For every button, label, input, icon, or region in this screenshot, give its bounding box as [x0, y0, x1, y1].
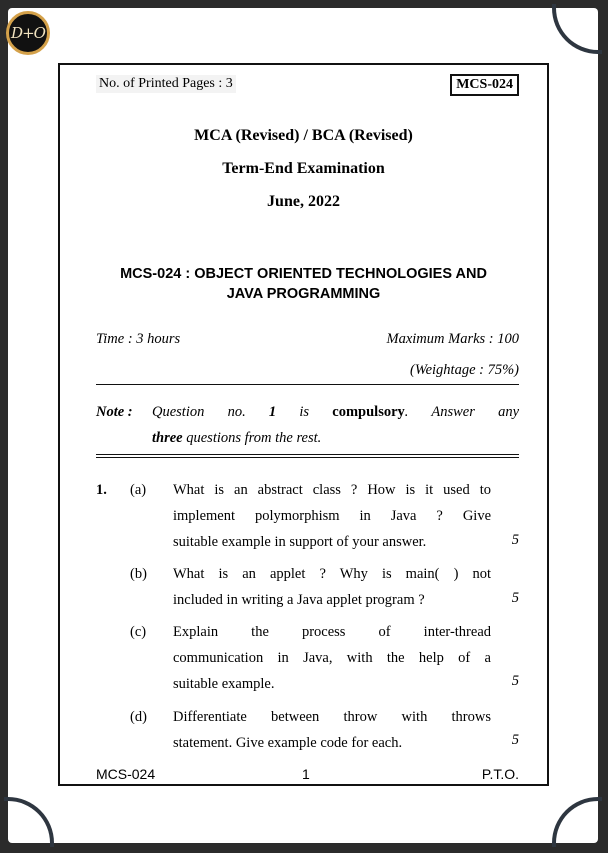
note-line-2 — [96, 425, 519, 451]
note-three: three — [152, 430, 183, 446]
note-label: Note : — [96, 404, 133, 420]
subject-title — [80, 264, 527, 304]
corner-decoration — [552, 797, 602, 847]
footer-paper-code: MCS-024 — [96, 766, 156, 782]
part-label-b: (b) — [130, 566, 147, 582]
page-number: 1 — [302, 766, 310, 782]
subject-line-2: JAVA PROGRAMMING — [226, 286, 381, 302]
part-label-a: (a) — [130, 482, 147, 498]
pto-label: P.T.O. — [481, 766, 519, 782]
part-a-text — [173, 477, 491, 555]
divider — [96, 457, 519, 458]
note-text: . Answer any — [404, 404, 520, 420]
question-number: 1. — [96, 482, 107, 498]
part-a-line: implement polymorphism in Java ? Give — [173, 508, 491, 524]
divider — [96, 384, 519, 385]
part-b-text — [173, 561, 491, 613]
exam-title: Term-End Examination — [222, 160, 385, 177]
time-allowed: Time : 3 hours — [96, 331, 181, 347]
part-b-line: included in writing a Java applet program ? — [173, 592, 425, 608]
exam-page-frame — [58, 63, 549, 786]
corner-decoration — [552, 4, 602, 54]
part-label-d: (d) — [130, 709, 147, 725]
corner-decoration — [4, 797, 54, 847]
part-d-line: Differentiate between throw with throws — [173, 709, 491, 725]
maximum-marks: Maximum Marks : 100 — [386, 331, 519, 347]
session-title: June, 2022 — [267, 193, 340, 210]
part-b-marks: 5 — [511, 590, 519, 606]
part-c-marks: 5 — [511, 673, 519, 689]
part-c-line: Explain the process of inter-thread — [173, 624, 491, 640]
part-d-marks: 5 — [511, 732, 519, 748]
part-c-text — [173, 619, 491, 697]
paper-code-box: MCS-024 — [450, 74, 519, 96]
note-text: Question no. — [152, 404, 269, 420]
part-a-line: suitable example in support of your answer. — [173, 534, 427, 550]
note-question-number: 1 — [268, 404, 277, 420]
note-text: questions from the rest. — [182, 430, 322, 446]
logo: D+O — [6, 11, 50, 55]
divider — [96, 454, 519, 455]
note-line-1 — [152, 399, 519, 425]
printed-pages: No. of Printed Pages : 3 — [96, 75, 236, 93]
note-text: is — [276, 404, 333, 420]
subject-line-1: MCS-024 : OBJECT ORIENTED TECHNOLOGIES AND — [120, 266, 487, 282]
part-b-line: What is an applet ? Why is main( ) not — [173, 566, 491, 582]
part-d-line: statement. Give example code for each. — [173, 735, 403, 751]
note-compulsory: compulsory — [332, 404, 405, 420]
part-a-marks: 5 — [511, 532, 519, 548]
instructions-note — [96, 399, 519, 451]
part-d-text — [173, 704, 491, 756]
part-label-c: (c) — [130, 624, 147, 640]
part-c-line: suitable example. — [173, 676, 275, 692]
programme-title: MCA (Revised) / BCA (Revised) — [194, 127, 413, 144]
part-a-line: What is an abstract class ? How is it used to — [173, 482, 491, 498]
weightage: (Weightage : 75%) — [410, 362, 519, 378]
part-c-line: communication in Java, with the help of a — [173, 650, 491, 666]
